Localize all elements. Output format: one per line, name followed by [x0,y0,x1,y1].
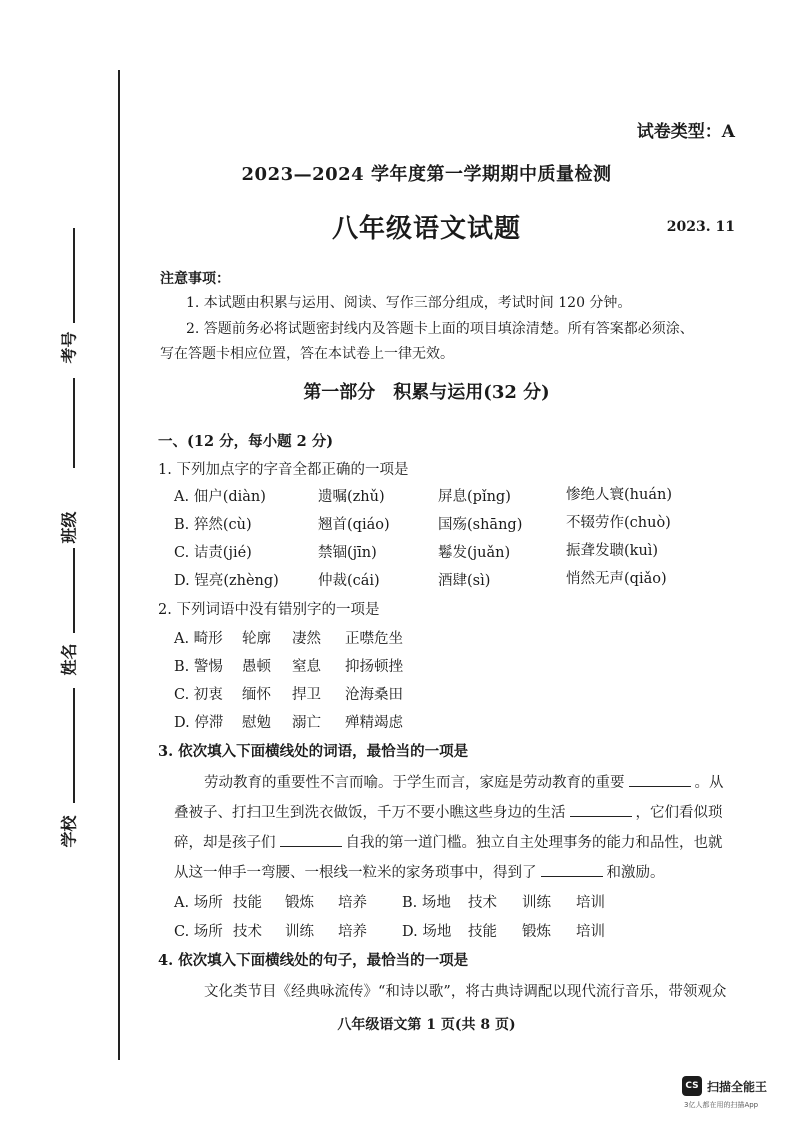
option-cell: 禁锢(jīn) [318,545,377,561]
option-cell: B. 警惕 [174,659,223,675]
exam-title: 2023—2024 学年度第一学期期中质量检测 [241,164,612,185]
option-cell: C. 初衷 [174,687,223,703]
option-cell: 正噤危坐 [345,631,403,647]
option-cell: 轮廓 [242,631,271,647]
option-cell: 振聋发聩(kuì) [566,543,659,559]
note-item: 1. 本试题由积累与运用、阅读、写作三部分组成，考试时间 120 分钟。 [186,295,632,311]
option-cell: 技能 [233,895,262,911]
passage-text: 从这一伸手一弯腰、一根线一粒米的家务琐事中，得到了 [174,865,537,881]
option-cell: A. 畸形 [174,631,223,647]
scanner-tagline: 3亿人都在用的扫描App [684,1101,759,1109]
class-label: 班级 [59,511,79,544]
passage-text: ，它们看似琐 [635,805,723,821]
option-cell: 殚精竭虑 [345,715,403,731]
name-blank [73,548,75,633]
option-cell: 技术 [233,924,262,940]
option-cell: 捍卫 [292,687,321,703]
option-cell: 技术 [468,895,497,911]
school-label: 学校 [59,815,79,848]
option-cell: 锻炼 [522,924,551,940]
option-cell: 仲裁(cái) [318,573,380,589]
school-blank [73,688,75,803]
question-4-stem: 4. 依次填入下面横线处的句子，最恰当的一项是 [158,952,469,969]
option-cell: D. 停滞 [174,715,224,731]
option-cell: 惨绝人寰(huán) [566,487,672,503]
notes-title: 注意事项： [160,271,230,287]
option-cell: 窒息 [292,659,321,675]
scanner-watermark [682,1076,767,1096]
option-cell: A. 佃户(diàn) [174,489,266,505]
option-cell: 屏息(pǐng) [438,489,511,505]
passage-text: 劳动教育的重要性不言而喻。于学生而言，家庭是劳动教育的重要 [204,775,625,791]
option-cell: 慰勉 [242,715,271,731]
passage-line [174,801,723,822]
question-3-stem: 3. 依次填入下面横线处的词语，最恰当的一项是 [158,743,469,760]
question-2-stem: 2. 下列词语中没有错别字的一项是 [158,602,380,618]
option-cell: C. 诘责(jié) [174,545,252,561]
option-cell: 酒肆(sì) [438,573,491,589]
option-cell: B. 场地 [402,895,451,911]
option-cell: 训练 [522,895,551,911]
option-cell: 沧海桑田 [345,687,403,703]
option-cell: 溺亡 [292,715,321,731]
passage-line [204,771,724,792]
option-cell: 培养 [338,895,367,911]
option-cell: 愚顿 [242,659,271,675]
option-cell: 翘首(qiáo) [318,517,390,533]
option-cell: A. 场所 [174,895,223,911]
option-cell: D. 锃亮(zhèng) [174,573,279,589]
page-footer: 八年级语文第 1 页(共 8 页) [337,1017,516,1033]
scanner-name: 扫描全能王 [707,1079,768,1094]
passage-text: 自我的第一道门槛。独立自主处理事务的能力和品性，也就 [345,835,723,851]
option-cell: 锻炼 [285,895,314,911]
option-cell: 国殇(shāng) [438,517,523,533]
option-cell: 鬈发(juǎn) [438,545,511,561]
paper-type: 试卷类型：A [636,122,735,142]
option-cell: C. 场所 [174,924,223,940]
note-item: 2. 答题前务必将试题密封线内及答题卡上面的项目填涂清楚。所有答案都必须涂、 [186,321,694,337]
option-cell: 悄然无声(qiǎo) [566,571,667,587]
note-item: 写在答题卡相应位置，答在本试卷上一律无效。 [160,346,454,362]
passage-line [174,831,723,852]
exam-no-label: 考号 [59,331,79,364]
fill-blank [541,864,603,877]
section-title: 一、(12 分，每小题 2 分) [158,433,334,450]
option-cell: 培训 [576,895,605,911]
option-cell: 遗嘱(zhǔ) [318,489,385,505]
passage-text: 。从 [694,775,724,791]
option-cell: 技能 [468,924,497,940]
option-cell: 培养 [338,924,367,940]
fill-blank [280,834,342,847]
option-cell: 培训 [576,924,605,940]
subject-title: 八年级语文试题 [331,214,521,244]
fill-blank [570,804,632,817]
name-label: 姓名 [59,643,79,676]
fill-blank [629,774,691,787]
exam-date: 2023. 11 [666,219,735,235]
passage-line: 文化类节目《经典咏流传》“和诗以歌”，将古典诗调配以现代流行音乐，带领观众 [204,984,727,1000]
question-1-stem: 1. 下列加点字的字音全都正确的一项是 [158,462,409,478]
option-cell: B. 猝然(cù) [174,517,252,533]
option-cell: 凄然 [292,631,321,647]
option-cell: 抑扬顿挫 [345,659,403,675]
option-cell: 缅怀 [242,687,271,703]
passage-text: 碎，却是孩子们 [174,835,276,851]
passage-text: 叠被子、打扫卫生到洗衣做饭，千万不要小瞧这些身边的生活 [174,805,566,821]
passage-text: 和激励。 [606,865,665,881]
option-cell: 训练 [285,924,314,940]
option-cell: D. 场地 [402,924,452,940]
passage-line [174,861,665,882]
scanner-logo-icon: CS [682,1076,702,1096]
option-cell: 不辍劳作(chuò) [566,515,671,531]
part-title: 第一部分 积累与运用(32 分) [303,382,550,403]
